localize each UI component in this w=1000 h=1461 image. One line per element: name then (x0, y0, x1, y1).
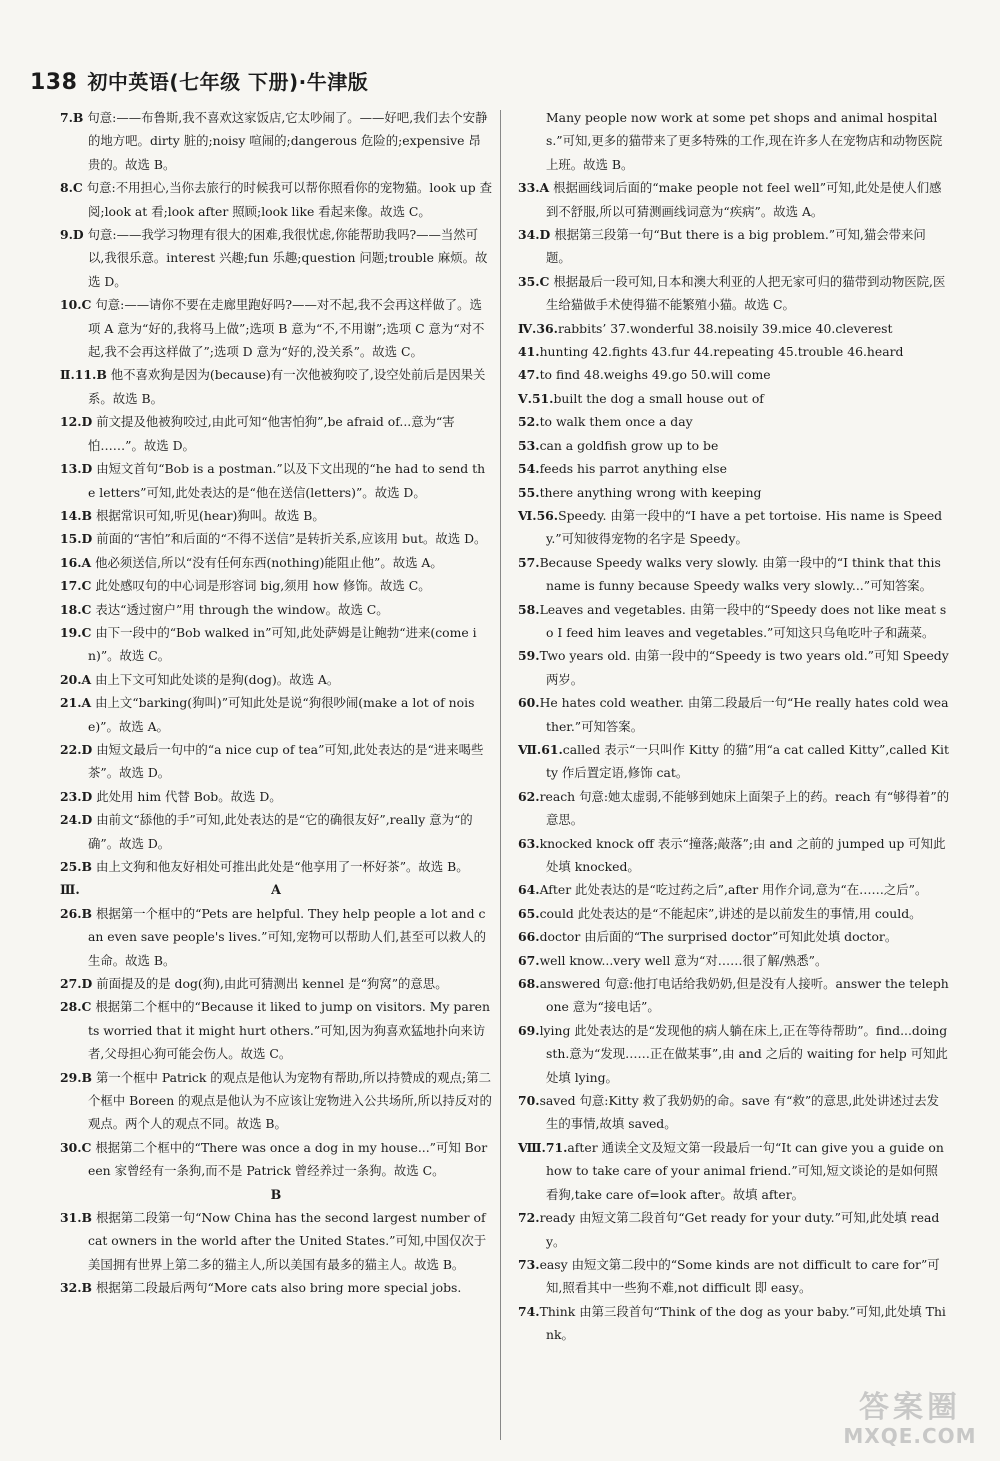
answer-item: 29.B 第一个框中 Patrick 的观点是他认为宠物有帮助,所以持赞成的观点;第二个框中 Boreen 的观点是他认为不应该让宠物进入公共场所,所以持反对的观点。两个人的观点不同。故选 B。 (60, 1069, 492, 1132)
watermark-logo-text: 答案圈 (859, 1390, 961, 1425)
left-column (60, 106, 492, 1300)
answer-item: 20.A 由上下文可知此处谈的是狗(dog)。故选 A。 (60, 671, 340, 687)
answer-item: 18.C 表达“透过窗户”用 through the window。故选 C。 (60, 601, 389, 617)
answer-item: 73.easy 由短文第二段中的“Some kinds are not difficult to care for”可知,照看其中一些狗不难,not difficult 即 easy。 (518, 1256, 940, 1296)
section-marker: Ⅱ. (60, 367, 75, 383)
answer-item-continued: Many people now work at some pet shops and animal hospitals.”可知,更多的猫带来了更多特殊的工作,现在许多人在宠物店和动物医院上班。故选 B。 (546, 110, 943, 172)
answer-item: 9.D 句意:——我学习物理有很大的困难,我很忧虑,你能帮助我吗?——当然可以,我很乐意。interest 兴趣;fun 乐趣;question 问题;trouble 麻烦。故选 D。 (60, 227, 488, 289)
answer-item: 59.Two years old. 由第一段中的“Speedy is two years old.”可知 Speedy 两岁。 (518, 648, 949, 687)
answer-item: Ⅵ.56.Speedy. 由第一段中的“I have a pet tortoise. His name is Speedy.”可知彼得宠物的名字是 Speedy。 (518, 507, 943, 547)
answer-item: 8.C 句意:不用担心,当你去旅行的时候我可以帮你照看你的宠物猫。look up 查阅;look at 看;look after 照顾;look like 看起来像。故选 C。 (60, 180, 492, 219)
book-title: 初中英语(七年级 下册)·牛津版 (87, 70, 369, 94)
answer-item: 47.to find 48.weighs 49.go 50.will come (518, 367, 771, 383)
page-header (30, 66, 368, 95)
answer-item: 24.D 由前文“舔他的手”可知,此处表达的是“它的确很友好”,really 意为“的确”。故选 D。 (60, 812, 473, 851)
watermark-url: MXQE.COM (843, 1424, 977, 1448)
subsection-label: B (270, 1186, 282, 1202)
answer-item: 22.D 由短文最后一句中的“a nice cup of tea”可知,此处表达的是“进来喝些茶”。故选 D。 (60, 741, 484, 781)
answer-item: 66.doctor 由后面的“The surprised doctor”可知此处填 doctor。 (518, 929, 898, 945)
answer-item: 65.could 此处表达的是“不能起床”,讲述的是以前发生的事情,用 could。 (518, 905, 922, 921)
answer-item: 69.lying 此处表达的是“发现他的病人躺在床上,正在等待帮助”。find...doing sth.意为“发现……正在做某事”,由 and 之后的 waiting for help 可知此处填 lying。 (518, 1022, 948, 1085)
answer-item: 64.After 此处表达的是“吃过药之后”,after 用作介词,意为“在……之后”。 (518, 882, 928, 898)
answer-item: 34.D 根据第三段第一句“But there is a big problem.”可知,猫会带来问题。 (518, 227, 926, 266)
page-number: 138 (30, 70, 78, 95)
answer-item: 74.Think 由第三段首句“Think of the dog as your baby.”可知,此处填 Think。 (518, 1303, 946, 1343)
subsection-label: A (271, 882, 281, 898)
answer-item: 14.B 根据常识可知,听见(hear)狗叫。故选 B。 (60, 507, 325, 523)
answer-item: 62.reach 句意:她太虚弱,不能够到她床上面架子上的药。reach 有“够得着”的意思。 (518, 788, 950, 828)
section-marker: Ⅳ. (518, 320, 537, 336)
answer-item: 70.saved 句意:Kitty 救了我奶奶的命。save 有“救”的意思,此处讲述过去发生的事情,故填 saved。 (518, 1093, 940, 1132)
answer-item: 52.to walk them once a day (518, 414, 693, 430)
answer-item: 35.C 根据最后一段可知,日本和澳大利亚的人把无家可归的猫带到动物医院,医生给猫做手术使得猫不能繁殖小猫。故选 C。 (518, 273, 946, 313)
answer-item: 28.C 根据第二个框中的“Because it liked to jump on visitors. My parents worried that it might hurt others.”可知,因为狗喜欢猛地扑向来访者,父母担心狗可能会伤人。故选 C。 (60, 999, 490, 1062)
answer-item: 23.D 此处用 him 代替 Bob。故选 D。 (60, 788, 282, 804)
answer-item: 72.ready 由短文第二段首句“Get ready for your duty.”可知,此处填 ready。 (518, 1210, 940, 1249)
section-marker: Ⅵ. (518, 507, 537, 523)
answer-item: 60.He hates cold weather. 由第二段最后一句“He really hates cold weather.”可知答案。 (518, 695, 949, 734)
answer-item: Ⅴ.51.built the dog a small house out of (518, 390, 764, 406)
answer-item: 12.D 前文提及他被狗咬过,由此可知“他害怕狗”,be afraid of...意为“害怕……”。故选 D。 (60, 414, 455, 453)
answer-item: 32.B 根据第二段最后两句“More cats also bring more special jobs. (60, 1280, 462, 1296)
answer-item: 16.A 他必须送信,所以“没有任何东西(nothing)能阻止他”。故选 A。 (60, 554, 443, 570)
section-heading-III (60, 878, 492, 901)
answer-item: 58.Leaves and vegetables. 由第一段中的“Speedy does not like meat so I feed him leaves and vegetables.”可知这只乌龟吃叶子和蔬菜。 (518, 601, 947, 640)
answer-item: 15.D 前面的“害怕”和后面的“不得不送信”是转折关系,应该用 but。故选 D。 (60, 531, 487, 547)
answer-item: 26.B 根据第一个框中的“Pets are helpful. They help people a lot and can even save people's lives.”可知,宠物可以帮助人们,甚至可以救人的生命。故选 B。 (60, 905, 486, 968)
answer-item: 30.C 根据第二个框中的“There was once a dog in my house...”可知 Boreen 家曾经有一条狗,而不是 Patrick 曾经养过一条狗。故选 C。 (60, 1139, 488, 1179)
site-watermark (826, 1391, 994, 1453)
answer-item: 17.C 此处感叹句的中心词是形容词 big,须用 how 修饰。故选 C。 (60, 578, 431, 594)
answer-item: 19.C 由下一段中的“Bob walked in”可知,此处萨姆是让鲍勃“进来(come in)”。故选 C。 (60, 624, 477, 664)
answer-item: 67.well know...very well 意为“对……很了解/熟悉”。 (518, 952, 828, 968)
answer-item: Ⅷ.71.after 通读全文及短文第一段最后一句“It can give you a guide on how to take care of your animal friend.”可知,短文谈论的是如何照看狗,take care of=look after。故填 after。 (518, 1139, 944, 1202)
section-marker: Ⅲ. (60, 882, 80, 898)
answer-item: Ⅶ.61.called 表示“一只叫作 Kitty 的猫”用“a cat called Kitty”,called Kitty 作后置定语,修饰 cat。 (518, 741, 949, 781)
answer-item: Ⅳ.36.rabbits’ 37.wonderful 38.noisily 39.mice 40.cleverest (518, 320, 893, 336)
answer-item: 57.Because Speedy walks very slowly. 由第一段中的“I think that this name is funny because Speedy walks very slowly...”可知答案。 (518, 554, 941, 594)
answer-item: 31.B 根据第二段第一句“Now China has the second largest number of cat owners in the world after the United States.”可知,中国仅次于美国拥有世界上第二多的猫主人,所以美国有最多的猫主人。故选 B。 (60, 1210, 487, 1272)
answer-item: 25.B 由上文狗和他友好相处可推出此处是“他享用了一杯好茶”。故选 B。 (60, 859, 469, 874)
answer-item: 68.answered 句意:他打电话给我奶奶,但是没有人接听。answer the telephone 意为“接电话”。 (518, 976, 949, 1015)
answer-item: 33.A 根据画线词后面的“make people not feel well”可知,此处是使人们感到不舒服,所以可猜测画线词意为“疾病”。故选 A。 (518, 180, 942, 219)
answer-item: 7.B 句意:——布鲁斯,我不喜欢这家饭店,它太吵闹了。——好吧,我们去个安静的地方吧。dirty 脏的;noisy 喧闹的;dangerous 危险的;expensive 昂贵的。故选 B。 (60, 110, 488, 172)
section-marker: Ⅴ. (518, 390, 532, 406)
section-marker: Ⅷ. (518, 1139, 546, 1155)
answer-item: Ⅱ.11.B 他不喜欢狗是因为(because)有一次他被狗咬了,设空处前后是因果关系。故选 B。 (60, 367, 486, 406)
answer-item: 27.D 前面提及的是 dog(狗),由此可猜测出 kennel 是“狗窝”的意思。 (60, 976, 448, 992)
answer-item: 13.D 由短文首句“Bob is a postman.”以及下文出现的“he had to send the letters”可知,此处表达的是“他在送信(letters)”。故选 D。 (60, 461, 486, 500)
answer-item: 21.A 由上文“barking(狗叫)”可知此处是说“狗很吵闹(make a lot of noise)”。故选 A。 (60, 695, 475, 734)
answer-item: 54.feeds his parrot anything else (518, 461, 727, 477)
answer-item: 63.knocked knock off 表示“撞落;敲落”;由 and 之前的 jumped up 可知此处填 knocked。 (518, 835, 946, 874)
column-divider (500, 110, 501, 1440)
answer-item: 53.can a goldfish grow up to be (518, 437, 719, 453)
section-marker: Ⅶ. (518, 741, 542, 757)
answer-item: 10.C 句意:——请你不要在走廊里跑好吗?——对不起,我不会再这样做了。选项 A 意为“好的,我将马上做”;选项 B 意为“不,不用谢”;选项 C 意为“对不起,我不会再这样做了”;选项 D 意为“好的,没关系”。故选 C。 (60, 297, 485, 360)
right-column (518, 106, 950, 1347)
answer-item: 41.hunting 42.fights 43.fur 44.repeating 45.trouble 46.heard (518, 344, 904, 360)
answer-item: 55.there anything wrong with keeping (518, 484, 762, 500)
